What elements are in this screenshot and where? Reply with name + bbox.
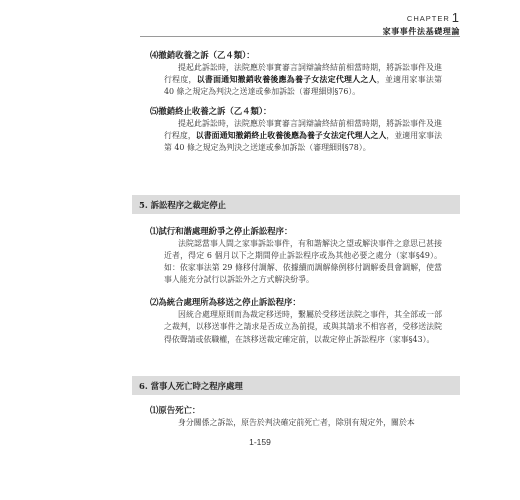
section6-title: 6. 當事人死亡時之程序處理 bbox=[139, 381, 243, 391]
item4-body: 提起此訴訟時，法院應於事實審言詞辯論終結前相當時期，將訴訟事件及進行程度，以書面通知撤銷收養後應為養子女法定代理人之人，並適用家事法第 40 條之規定為判決之送達或參加訴訟（審理細則§76）。 bbox=[164, 63, 442, 97]
item5-heading: ⑸撤銷終止收養之訴（乙４類）： bbox=[150, 106, 272, 117]
section5-sub1-heading: ⑴試行和諧處理紛爭之停止訴訟程序： bbox=[150, 226, 293, 236]
running-header bbox=[383, 10, 460, 37]
item4-heading: ⑷撤銷收養之訴（乙４類）： bbox=[150, 50, 255, 60]
section5-title: 5. 訴訟程序之裁定停止 bbox=[139, 200, 227, 210]
section6-sub1-body: 身分關係之訴訟，原告於判決確定前死亡者，除別有規定外，關於本 bbox=[178, 418, 415, 427]
section5-sub1-body: 法院認當事人間之家事訴訟事件，有和諧解決之望或解決事件之意思已甚接近者，得定 6 個月以下之期間停止訴訟程序或為其他必要之處分（家事§49）。如：依家事法第 29 條移付調解、依據續而調解條例移付調解委員會調解，使當事人能充分試行以訴訟外之方式解決紛爭。 bbox=[164, 239, 442, 285]
header-rule bbox=[140, 36, 460, 37]
main-content bbox=[150, 49, 442, 155]
section6-sub1-heading: ⑴原告死亡： bbox=[150, 405, 201, 415]
chapter-label: CHAPTER 1 bbox=[406, 10, 460, 25]
section5-sub2-body: 因統合處理原則而為裁定移送時，繫屬於受移送法院之事件，其全部或一部之裁判，以移送事件之請求是否成立為前提，或與其請求不相容者，受移送法院得依聲請或依職權，在該移送裁定確定前，以裁定停止訴訟程序（家事§43）。 bbox=[164, 310, 442, 344]
section5-content bbox=[150, 225, 442, 346]
section5-heading-bar bbox=[132, 195, 460, 214]
section5-sub2-heading: ⑵為統合處理所為移送之停止訴訟程序： bbox=[150, 297, 301, 308]
chapter-number: 1 bbox=[451, 10, 460, 25]
section6-content bbox=[150, 404, 442, 429]
book-title: 家事事件法基礎理論 bbox=[382, 26, 460, 36]
item5-emphasis: 以書面通知撤銷終止收養後應為養子女法定代理人之人 bbox=[195, 131, 387, 141]
page-number: 1-159 bbox=[249, 437, 271, 447]
section6-heading-bar bbox=[132, 376, 460, 395]
item4-emphasis: 以書面通知撤銷收養後應為養子女法定代理人之人 bbox=[196, 75, 377, 85]
item5-body: 提起此訴訟時，法院應於事實審言詞辯論終結前相當時期，將訴訟事件及進行程度，以書面通知撤銷終止收養後應為養子女法定代理人之人，並適用家事法第 40 條之規定為判決之送達或參加訴訟（審理細則§78）。 bbox=[164, 119, 442, 153]
